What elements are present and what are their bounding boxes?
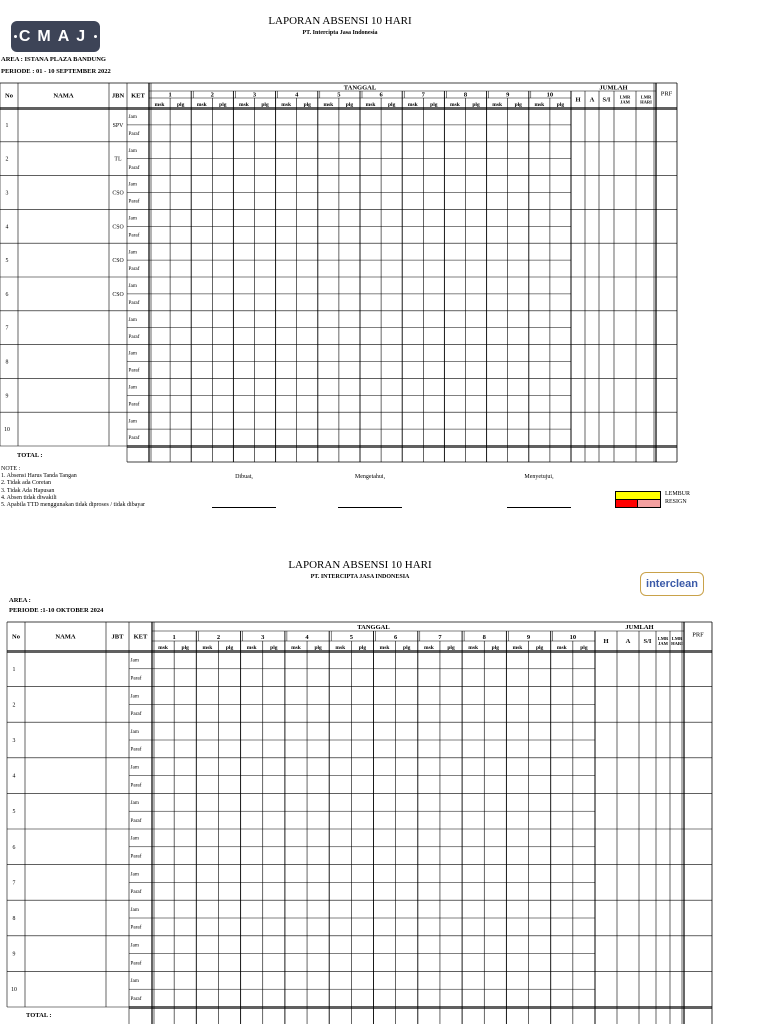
interclean-logo-text: interclean: [646, 578, 698, 590]
day-header: 7: [421, 91, 425, 99]
ket-paraf-label: Paraf: [130, 675, 142, 682]
row-jabatan: CSO: [112, 224, 124, 231]
row-jabatan: CSO: [112, 291, 124, 298]
note-item: 4. Absen tidak diwakili: [1, 494, 57, 501]
ket-paraf-label: Paraf: [128, 198, 140, 205]
ket-paraf-label: Paraf: [130, 853, 142, 860]
msk-header: msk: [196, 101, 207, 108]
row-number: 9: [12, 951, 16, 958]
company-name: PT. Intercipta Jasa Indonesia: [302, 30, 378, 36]
ket-paraf-label: Paraf: [130, 960, 142, 967]
ket-paraf-label: Paraf: [128, 435, 140, 442]
lmr-jam-header: JAM: [620, 99, 630, 105]
lmr-jam-header: LMR: [657, 636, 669, 641]
ket-jam-label: Jam: [130, 728, 139, 735]
signature-line: [212, 507, 276, 508]
cmaj-logo-text: CMAJ: [18, 27, 93, 45]
signature-line: [507, 507, 571, 508]
msk-header: msk: [556, 644, 567, 651]
plg-header: plg: [270, 644, 278, 651]
day-header: 6: [394, 633, 398, 641]
row-number: 5: [5, 258, 9, 265]
area-label-2: AREA :: [9, 597, 31, 604]
note-title: NOTE :: [1, 466, 21, 472]
legend-lembur-label: LEMBUR: [665, 491, 691, 497]
ket-jam-label: Jam: [128, 350, 137, 357]
day-header: 9: [526, 633, 531, 641]
msk-header: msk: [239, 101, 249, 108]
msk-header: msk: [335, 644, 346, 651]
row-number: 2: [5, 156, 9, 163]
ket-paraf-label: Paraf: [128, 164, 140, 171]
page-title-2: LAPORAN ABSENSI 10 HARI: [288, 559, 432, 571]
ket-paraf-label: Paraf: [130, 782, 142, 789]
plg-header: plg: [472, 101, 480, 108]
nama-header: NAMA: [53, 92, 74, 100]
row-jabatan: TL: [114, 156, 122, 163]
row-number: 5: [12, 809, 16, 816]
ket-header: KET: [133, 633, 148, 641]
row-number: 4: [5, 224, 9, 231]
day-header: 4: [295, 91, 299, 99]
row-number: 10: [11, 987, 17, 994]
day-header: 2: [210, 91, 214, 99]
msk-header: msk: [468, 644, 479, 651]
plg-header: plg: [430, 101, 438, 108]
day-header: 7: [438, 633, 442, 641]
row-number: 9: [5, 393, 9, 400]
jumlah-header: JUMLAH: [599, 84, 628, 92]
lmr-jam-header: JAM: [658, 641, 668, 646]
msk-header: msk: [154, 101, 165, 108]
msk-header: msk: [492, 101, 503, 108]
row-jabatan: CSO: [112, 190, 124, 197]
tanggal-header: TANGGAL: [357, 624, 390, 632]
lmr-hari-header: HARI: [671, 641, 683, 646]
note-item: 1. Absensi Harus Tanda Tangan: [1, 473, 77, 480]
ket-jam-label: Jam: [128, 147, 137, 154]
area-label: AREA : ISTANA PLAZA BANDUNG: [1, 56, 106, 63]
row-number: 1: [12, 666, 16, 673]
plg-header: plg: [447, 644, 455, 651]
lmr-jam-header: LMR: [619, 94, 631, 100]
day-header: 10: [569, 633, 577, 641]
row-number: 8: [12, 916, 16, 922]
ket-paraf-label: Paraf: [128, 300, 140, 307]
msk-header: msk: [291, 644, 301, 651]
row-number: 10: [4, 427, 10, 434]
plg-header: plg: [261, 101, 269, 108]
plg-header: plg: [358, 644, 367, 651]
note-item: 2. Tidak ada Coretan: [1, 480, 51, 487]
ket-header: KET: [131, 92, 145, 100]
day-header: 6: [379, 91, 383, 99]
row-number: 8: [5, 359, 9, 366]
plg-header: plg: [403, 644, 411, 651]
row-number: 6: [12, 844, 16, 851]
row-number: 1: [5, 122, 9, 129]
ket-jam-label: Jam: [128, 283, 137, 290]
ket-paraf-label: Paraf: [128, 401, 140, 408]
legend-resign-label: RESIGN: [665, 499, 687, 505]
msk-header: msk: [158, 644, 168, 651]
ket-paraf-label: Paraf: [130, 746, 142, 753]
msk-header: msk: [202, 644, 213, 651]
row-number: 4: [12, 773, 16, 780]
lmr-hari-header: LMR: [640, 94, 652, 100]
summary-header: S/I: [602, 96, 611, 104]
summary-header: A: [625, 638, 631, 645]
note-item: 5. Apabila TTD menggunakan tidak diproses / tidak dibayar: [1, 502, 146, 509]
row-number: 7: [12, 880, 16, 887]
tanggal-header: TANGGAL: [343, 84, 377, 92]
row-number: 3: [5, 190, 9, 197]
msk-header: msk: [512, 644, 523, 651]
ket-paraf-label: Paraf: [130, 817, 142, 824]
ket-paraf-label: Paraf: [128, 131, 140, 138]
msk-header: msk: [365, 101, 376, 108]
nama-header: NAMA: [55, 633, 76, 641]
msk-header: msk: [323, 101, 334, 108]
day-header: 3: [261, 633, 265, 641]
day-header: 2: [216, 633, 221, 641]
day-header: 1: [168, 91, 172, 99]
periode-label: PERIODE : 01 - 10 SEPTEMBER 2022: [1, 68, 111, 75]
row-number: 6: [5, 291, 9, 298]
plg-header: plg: [176, 101, 185, 108]
ket-jam-label: Jam: [130, 693, 139, 700]
ket-jam-label: Jam: [130, 871, 139, 878]
row-number: 2: [12, 702, 16, 709]
legend-resign-swatch-2: [637, 499, 661, 508]
summary-header: S/I: [643, 638, 652, 645]
jbn-header: JBN: [111, 92, 125, 100]
sign-mengetahui: Mengetahui,: [354, 474, 386, 480]
ket-jam-label: Jam: [130, 657, 139, 664]
prf-header: PRF: [692, 631, 704, 639]
ket-paraf-label: Paraf: [130, 711, 142, 718]
plg-header: plg: [514, 101, 522, 108]
plg-header: plg: [535, 644, 544, 651]
lmr-hari-header: HARI: [640, 99, 652, 105]
ket-paraf-label: Paraf: [128, 232, 140, 239]
row-jabatan: CSO: [112, 258, 124, 265]
summary-header: H: [575, 96, 581, 104]
ket-jam-label: Jam: [130, 835, 139, 842]
plg-header: plg: [580, 644, 588, 651]
msk-header: msk: [281, 101, 292, 108]
day-header: 5: [337, 91, 341, 99]
interclean-logo: [640, 572, 704, 596]
note-item: 3. Tidak Ada Hapusan: [1, 487, 55, 494]
ket-jam-label: Jam: [130, 978, 139, 985]
jumlah-header: JUMLAH: [625, 624, 654, 632]
ket-paraf-label: Paraf: [128, 367, 140, 374]
ket-jam-label: Jam: [128, 384, 137, 391]
company-name-2: PT. INTERCIPTA JASA INDONESIA: [310, 574, 410, 580]
page-title: LAPORAN ABSENSI 10 HARI: [268, 15, 412, 27]
msk-header: msk: [534, 101, 545, 108]
periode-label-2: PERIODE :1-10 OKTOBER 2024: [9, 607, 104, 614]
msk-header: msk: [246, 644, 257, 651]
plg-header: plg: [181, 644, 189, 651]
msk-header: msk: [379, 644, 390, 651]
plg-header: plg: [303, 101, 311, 108]
day-header: 10: [546, 91, 554, 99]
ket-jam-label: Jam: [128, 316, 137, 323]
signature-line: [338, 507, 402, 508]
ket-jam-label: Jam: [128, 181, 137, 188]
no-header: No: [5, 92, 13, 100]
plg-header: plg: [225, 644, 234, 651]
summary-header: A: [589, 96, 595, 104]
day-header: 1: [172, 633, 176, 641]
notes-block: [1, 466, 145, 509]
ket-jam-label: Jam: [130, 764, 139, 771]
jbn-header: JBT: [111, 633, 124, 641]
day-header: 9: [506, 91, 510, 99]
plg-header: plg: [314, 644, 322, 651]
ket-paraf-label: Paraf: [130, 995, 142, 1002]
day-header: 3: [252, 91, 257, 99]
ket-jam-label: Jam: [130, 906, 139, 913]
summary-header: H: [603, 638, 609, 645]
plg-header: plg: [491, 644, 500, 651]
msk-header: msk: [450, 101, 460, 108]
ket-paraf-label: Paraf: [128, 333, 140, 340]
no-header: No: [12, 633, 20, 641]
ket-paraf-label: Paraf: [130, 889, 142, 896]
ket-jam-label: Jam: [130, 942, 139, 949]
day-header: 8: [482, 633, 486, 641]
prf-header: PRF: [660, 90, 673, 98]
ket-jam-label: Jam: [128, 418, 137, 425]
msk-header: msk: [407, 101, 418, 108]
sign-menyetujui: Menyetujui,: [524, 474, 554, 480]
sign-dibuat: Dibuat,: [235, 474, 253, 480]
ket-jam-label: Jam: [128, 249, 137, 256]
total-label: TOTAL :: [17, 452, 43, 459]
total-label-2: TOTAL :: [26, 1012, 52, 1019]
day-header: 8: [463, 91, 468, 99]
ket-paraf-label: Paraf: [130, 924, 142, 931]
lmr-hari-header: LMR: [671, 636, 683, 641]
ket-jam-label: Jam: [128, 114, 137, 121]
ket-paraf-label: Paraf: [128, 266, 140, 273]
plg-header: plg: [345, 101, 354, 108]
plg-header: plg: [556, 101, 565, 108]
plg-header: plg: [219, 101, 227, 108]
ket-jam-label: Jam: [128, 215, 137, 222]
row-number: 3: [12, 738, 16, 744]
day-header: 5: [349, 633, 353, 641]
row-number: 7: [5, 325, 9, 332]
day-header: 4: [305, 633, 309, 641]
legend-resign-swatch: [615, 499, 639, 508]
ket-jam-label: Jam: [130, 800, 139, 807]
msk-header: msk: [423, 644, 434, 651]
plg-header: plg: [387, 101, 396, 108]
row-jabatan: SPV: [112, 122, 124, 129]
